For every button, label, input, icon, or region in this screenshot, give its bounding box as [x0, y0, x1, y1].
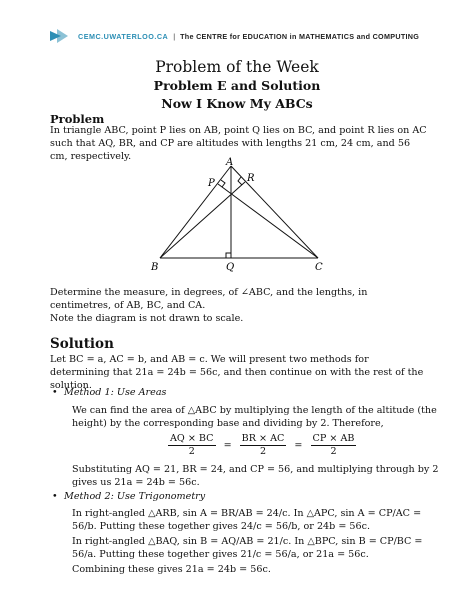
- diagram-note: Note the diagram is not drawn to scale.: [50, 313, 244, 324]
- problem-question: Determine the measure, in degrees, of ∠ABC, and the lengths, in centimetres, of AB, BC, and CA.: [50, 287, 368, 311]
- right-angle-q: [226, 253, 231, 258]
- area-equation: [165, 433, 359, 458]
- fraction-aq-bc: $\frac{AQ \times BC}{2}$: [170, 433, 214, 457]
- triangle-diagram: [140, 154, 340, 276]
- problem-heading: Problem: [50, 112, 105, 126]
- altitude-cp: [218, 184, 318, 258]
- right-angle-p: [221, 180, 225, 187]
- cemc-logo-icon: [50, 29, 72, 43]
- solution-intro: Let BC = a, AC = b, and AB = c. We will present two methods for determining that 21a = 24b = 56c, and then continue on with the rest of the solution.: [50, 354, 424, 391]
- label-p: P: [208, 178, 215, 189]
- header-separator: |: [173, 31, 176, 41]
- method1-text: We can find the area of △ABC by multiplying the length of the altitude (the height) by the corresponding base and dividing by 2. Therefore,: [72, 405, 437, 429]
- header-centre-name: The CENTRE for EDUCATION in MATHEMATICS and COMPUTING: [180, 31, 420, 41]
- equals-sign: =: [294, 440, 303, 451]
- method2-line2: In right-angled △BAQ, sin B = AQ/AB = 21/c. In △BPC, sin B = CP/BC = 56/a. Putting these together gives 21/c = 56/a, or 21a = 56c.: [72, 536, 423, 560]
- method2-line1: In right-angled △ARB, sin A = BR/AB = 24/c. In △APC, sin A = CP/AC = 56/b. Putting these together gives 24/c = 56/b, or 24b = 56c.: [72, 508, 422, 532]
- page-header: [50, 28, 450, 44]
- label-a: A: [226, 157, 234, 168]
- problem-statement: In triangle ABC, point P lies on AB, point Q lies on BC, and point R lies on AC such that AQ, BR, and CP are altitudes with lengths 21 cm, 24 cm, and 56 cm, respectively.: [50, 125, 427, 162]
- label-r: R: [247, 173, 255, 184]
- fraction-cp-ab: $\frac{CP \times AB}{2}$: [312, 433, 355, 457]
- method2-line3: Combining these gives 21a = 24b = 56c.: [72, 564, 271, 575]
- header-site-link[interactable]: CEMC.UWATERLOO.CA: [78, 31, 169, 41]
- right-angle-r: [238, 177, 242, 185]
- method1-conclusion: Substituting AQ = 21, BR = 24, and CP = 56, and multiplying through by 2 gives us 21a = 24b = 56c.: [72, 464, 439, 488]
- solution-heading: Solution: [50, 336, 114, 352]
- method1-title: • Method 1: Use Areas: [64, 387, 166, 398]
- fraction-br-ac: $\frac{BR \times AC}{2}$: [241, 433, 285, 457]
- label-b: B: [151, 262, 159, 273]
- method2-title: • Method 2: Use Trigonometry: [64, 491, 205, 502]
- label-c: C: [315, 262, 323, 273]
- altitude-br: [160, 182, 245, 258]
- side-ab: [160, 166, 231, 258]
- page-subtitle: Problem E and Solution: [153, 78, 321, 93]
- problem-name: Now I Know My ABCs: [161, 96, 313, 111]
- page-title: Problem of the Week: [155, 58, 319, 76]
- side-ac: [231, 166, 318, 258]
- equals-sign: =: [223, 440, 232, 451]
- label-q: Q: [226, 262, 235, 273]
